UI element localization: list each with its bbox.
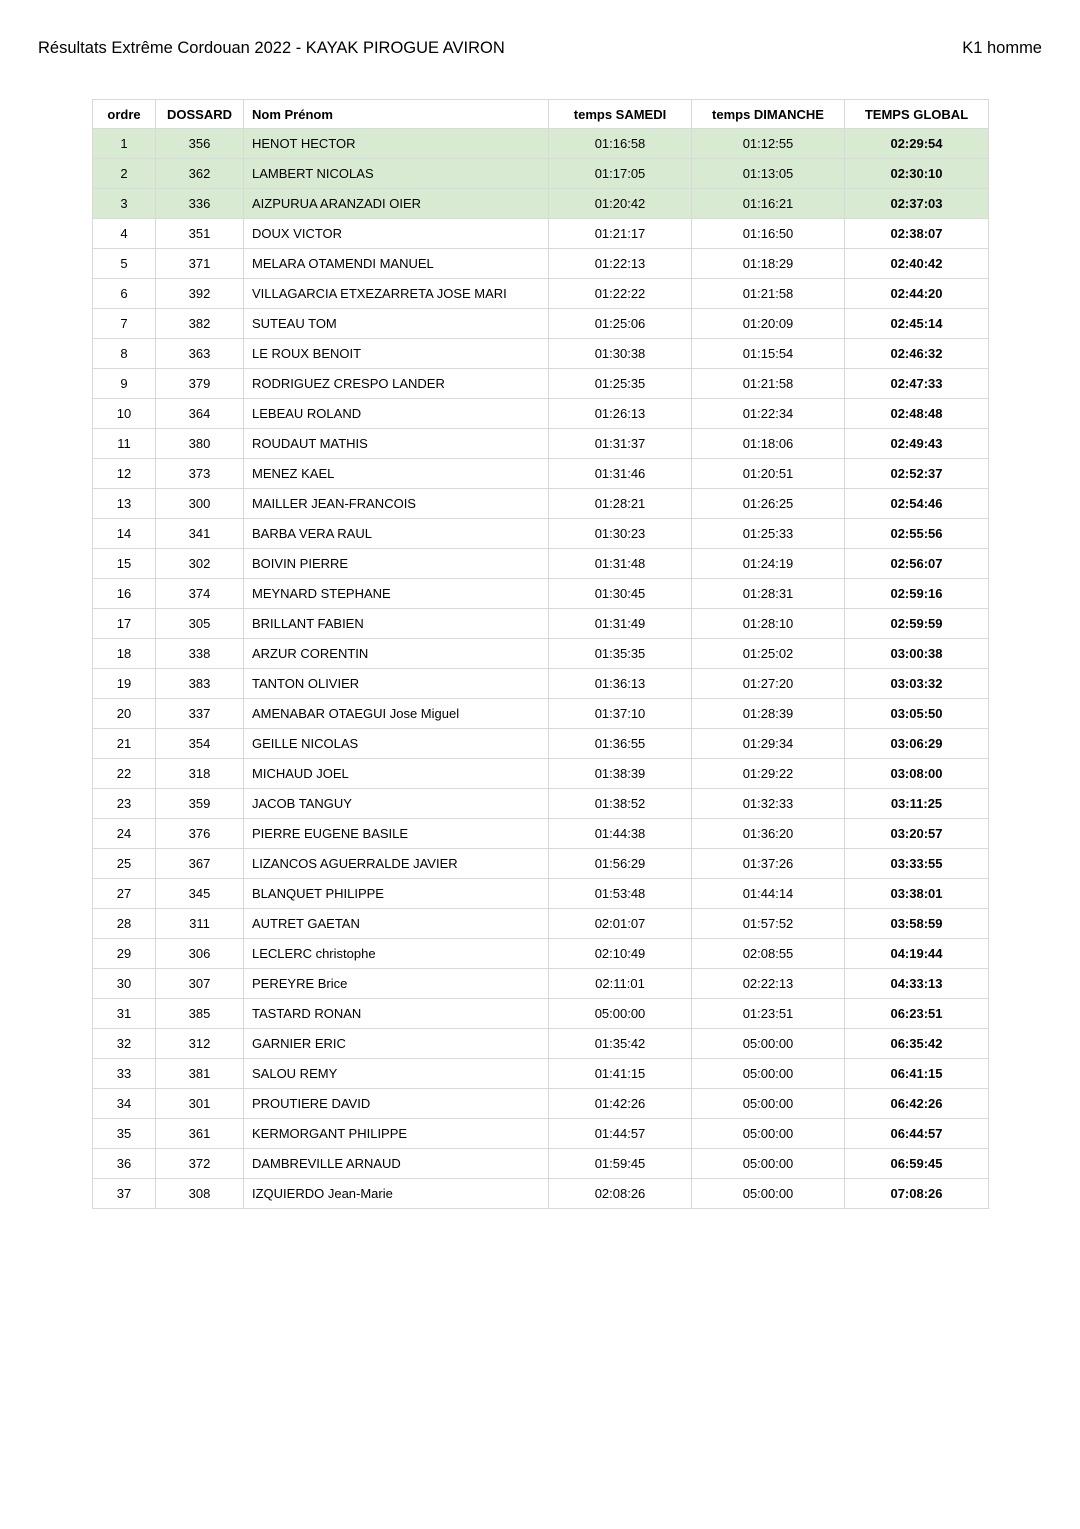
cell-nom: AUTRET GAETAN	[244, 909, 549, 939]
cell-dimanche: 01:18:29	[692, 249, 845, 279]
cell-nom: GEILLE NICOLAS	[244, 729, 549, 759]
cell-ordre: 6	[93, 279, 156, 309]
cell-ordre: 15	[93, 549, 156, 579]
table-row	[93, 399, 989, 429]
table-row	[93, 1059, 989, 1089]
cell-dimanche: 01:44:14	[692, 879, 845, 909]
table-row	[93, 1119, 989, 1149]
cell-dimanche: 01:28:10	[692, 609, 845, 639]
cell-dossard: 356	[156, 129, 244, 159]
cell-nom: DAMBREVILLE ARNAUD	[244, 1149, 549, 1179]
table-row	[93, 489, 989, 519]
cell-nom: SALOU REMY	[244, 1059, 549, 1089]
cell-samedi: 01:59:45	[549, 1149, 692, 1179]
cell-dossard: 359	[156, 789, 244, 819]
cell-global: 02:47:33	[845, 369, 989, 399]
cell-dossard: 383	[156, 669, 244, 699]
cell-nom: HENOT HECTOR	[244, 129, 549, 159]
cell-global: 02:45:14	[845, 309, 989, 339]
cell-samedi: 01:35:35	[549, 639, 692, 669]
cell-ordre: 17	[93, 609, 156, 639]
cell-dimanche: 01:36:20	[692, 819, 845, 849]
table-row	[93, 1179, 989, 1209]
cell-global: 03:20:57	[845, 819, 989, 849]
cell-dimanche: 01:20:51	[692, 459, 845, 489]
table-row	[93, 549, 989, 579]
cell-dimanche: 02:22:13	[692, 969, 845, 999]
cell-ordre: 11	[93, 429, 156, 459]
cell-ordre: 37	[93, 1179, 156, 1209]
cell-ordre: 35	[93, 1119, 156, 1149]
cell-dossard: 372	[156, 1149, 244, 1179]
cell-dossard: 308	[156, 1179, 244, 1209]
cell-dimanche: 01:57:52	[692, 909, 845, 939]
cell-dossard: 311	[156, 909, 244, 939]
table-row	[93, 219, 989, 249]
cell-dimanche: 01:18:06	[692, 429, 845, 459]
cell-samedi: 01:28:21	[549, 489, 692, 519]
table-row	[93, 759, 989, 789]
table-row	[93, 579, 989, 609]
cell-samedi: 01:31:37	[549, 429, 692, 459]
table-row	[93, 459, 989, 489]
cell-global: 02:29:54	[845, 129, 989, 159]
cell-samedi: 01:30:23	[549, 519, 692, 549]
column-header-dossard: DOSSARD	[156, 100, 244, 129]
cell-nom: TASTARD RONAN	[244, 999, 549, 1029]
cell-samedi: 05:00:00	[549, 999, 692, 1029]
cell-dossard: 361	[156, 1119, 244, 1149]
cell-samedi: 01:36:13	[549, 669, 692, 699]
cell-ordre: 25	[93, 849, 156, 879]
cell-global: 02:46:32	[845, 339, 989, 369]
table-row	[93, 249, 989, 279]
cell-dimanche: 05:00:00	[692, 1029, 845, 1059]
table-row	[93, 939, 989, 969]
cell-samedi: 01:38:39	[549, 759, 692, 789]
cell-dimanche: 01:26:25	[692, 489, 845, 519]
cell-global: 06:41:15	[845, 1059, 989, 1089]
cell-ordre: 31	[93, 999, 156, 1029]
cell-samedi: 01:35:42	[549, 1029, 692, 1059]
cell-dossard: 379	[156, 369, 244, 399]
table-row	[93, 1089, 989, 1119]
cell-global: 02:52:37	[845, 459, 989, 489]
table-row	[93, 819, 989, 849]
header-bar	[38, 40, 1042, 57]
table-row	[93, 879, 989, 909]
cell-ordre: 3	[93, 189, 156, 219]
cell-dossard: 385	[156, 999, 244, 1029]
cell-dossard: 338	[156, 639, 244, 669]
cell-dossard: 392	[156, 279, 244, 309]
table-row	[93, 999, 989, 1029]
cell-nom: AIZPURUA ARANZADI OIER	[244, 189, 549, 219]
cell-dossard: 301	[156, 1089, 244, 1119]
table-row	[93, 129, 989, 159]
column-header-samedi: temps SAMEDI	[549, 100, 692, 129]
table-row	[93, 849, 989, 879]
cell-nom: IZQUIERDO Jean-Marie	[244, 1179, 549, 1209]
cell-dossard: 380	[156, 429, 244, 459]
table-row	[93, 519, 989, 549]
cell-ordre: 5	[93, 249, 156, 279]
cell-ordre: 23	[93, 789, 156, 819]
cell-global: 02:40:42	[845, 249, 989, 279]
cell-samedi: 01:31:46	[549, 459, 692, 489]
cell-nom: BARBA VERA RAUL	[244, 519, 549, 549]
cell-samedi: 01:53:48	[549, 879, 692, 909]
cell-nom: PIERRE EUGENE BASILE	[244, 819, 549, 849]
cell-dossard: 337	[156, 699, 244, 729]
cell-nom: BOIVIN PIERRE	[244, 549, 549, 579]
cell-nom: VILLAGARCIA ETXEZARRETA JOSE MARI	[244, 279, 549, 309]
cell-samedi: 02:08:26	[549, 1179, 692, 1209]
cell-global: 06:35:42	[845, 1029, 989, 1059]
cell-nom: BLANQUET PHILIPPE	[244, 879, 549, 909]
table-row	[93, 669, 989, 699]
column-header-ordre: ordre	[93, 100, 156, 129]
cell-samedi: 01:30:45	[549, 579, 692, 609]
cell-dimanche: 01:27:20	[692, 669, 845, 699]
cell-dossard: 364	[156, 399, 244, 429]
cell-samedi: 02:10:49	[549, 939, 692, 969]
cell-global: 03:58:59	[845, 909, 989, 939]
cell-global: 02:55:56	[845, 519, 989, 549]
table-row	[93, 1149, 989, 1179]
cell-global: 02:59:16	[845, 579, 989, 609]
table-row	[93, 609, 989, 639]
cell-ordre: 24	[93, 819, 156, 849]
cell-nom: PEREYRE Brice	[244, 969, 549, 999]
cell-global: 06:59:45	[845, 1149, 989, 1179]
table-row	[93, 369, 989, 399]
cell-nom: ROUDAUT MATHIS	[244, 429, 549, 459]
cell-dossard: 362	[156, 159, 244, 189]
cell-dimanche: 01:16:21	[692, 189, 845, 219]
cell-global: 03:00:38	[845, 639, 989, 669]
cell-dimanche: 01:25:33	[692, 519, 845, 549]
table-row	[93, 639, 989, 669]
cell-dossard: 351	[156, 219, 244, 249]
column-header-dimanche: temps DIMANCHE	[692, 100, 845, 129]
cell-dimanche: 01:12:55	[692, 129, 845, 159]
cell-ordre: 32	[93, 1029, 156, 1059]
cell-global: 06:44:57	[845, 1119, 989, 1149]
cell-global: 03:06:29	[845, 729, 989, 759]
cell-samedi: 01:25:35	[549, 369, 692, 399]
cell-dossard: 305	[156, 609, 244, 639]
cell-dimanche: 01:20:09	[692, 309, 845, 339]
cell-samedi: 01:44:57	[549, 1119, 692, 1149]
cell-ordre: 2	[93, 159, 156, 189]
cell-dossard: 363	[156, 339, 244, 369]
cell-dimanche: 01:25:02	[692, 639, 845, 669]
cell-samedi: 01:41:15	[549, 1059, 692, 1089]
cell-ordre: 12	[93, 459, 156, 489]
cell-global: 02:49:43	[845, 429, 989, 459]
cell-ordre: 4	[93, 219, 156, 249]
cell-dimanche: 01:15:54	[692, 339, 845, 369]
cell-ordre: 30	[93, 969, 156, 999]
cell-dimanche: 01:21:58	[692, 369, 845, 399]
cell-samedi: 02:11:01	[549, 969, 692, 999]
cell-ordre: 22	[93, 759, 156, 789]
cell-global: 06:23:51	[845, 999, 989, 1029]
cell-global: 02:56:07	[845, 549, 989, 579]
cell-samedi: 01:16:58	[549, 129, 692, 159]
cell-nom: MEYNARD STEPHANE	[244, 579, 549, 609]
cell-global: 04:19:44	[845, 939, 989, 969]
cell-dimanche: 01:13:05	[692, 159, 845, 189]
cell-dimanche: 01:22:34	[692, 399, 845, 429]
cell-ordre: 7	[93, 309, 156, 339]
cell-global: 02:44:20	[845, 279, 989, 309]
cell-dossard: 373	[156, 459, 244, 489]
cell-nom: JACOB TANGUY	[244, 789, 549, 819]
cell-global: 02:54:46	[845, 489, 989, 519]
table-row	[93, 339, 989, 369]
table-row	[93, 279, 989, 309]
cell-ordre: 34	[93, 1089, 156, 1119]
cell-ordre: 13	[93, 489, 156, 519]
cell-ordre: 18	[93, 639, 156, 669]
cell-nom: AMENABAR OTAEGUI Jose Miguel	[244, 699, 549, 729]
page-title: Résultats Extrême Cordouan 2022 - KAYAK PIROGUE AVIRON	[38, 39, 505, 57]
cell-samedi: 01:37:10	[549, 699, 692, 729]
table-header-row	[93, 100, 989, 129]
cell-nom: SUTEAU TOM	[244, 309, 549, 339]
cell-global: 06:42:26	[845, 1089, 989, 1119]
cell-nom: MAILLER JEAN-FRANCOIS	[244, 489, 549, 519]
table-row	[93, 699, 989, 729]
cell-samedi: 01:38:52	[549, 789, 692, 819]
cell-nom: MENEZ KAEL	[244, 459, 549, 489]
cell-dossard: 336	[156, 189, 244, 219]
cell-global: 02:30:10	[845, 159, 989, 189]
cell-global: 02:48:48	[845, 399, 989, 429]
cell-dossard: 306	[156, 939, 244, 969]
cell-dossard: 371	[156, 249, 244, 279]
cell-samedi: 01:21:17	[549, 219, 692, 249]
cell-dossard: 318	[156, 759, 244, 789]
cell-nom: LEBEAU ROLAND	[244, 399, 549, 429]
cell-dimanche: 05:00:00	[692, 1179, 845, 1209]
cell-nom: LAMBERT NICOLAS	[244, 159, 549, 189]
cell-samedi: 02:01:07	[549, 909, 692, 939]
cell-dimanche: 01:29:22	[692, 759, 845, 789]
cell-dossard: 307	[156, 969, 244, 999]
cell-samedi: 01:22:22	[549, 279, 692, 309]
cell-dimanche: 01:32:33	[692, 789, 845, 819]
cell-samedi: 01:17:05	[549, 159, 692, 189]
cell-nom: MICHAUD JOEL	[244, 759, 549, 789]
cell-ordre: 10	[93, 399, 156, 429]
cell-nom: ARZUR CORENTIN	[244, 639, 549, 669]
cell-dossard: 312	[156, 1029, 244, 1059]
table-row	[93, 309, 989, 339]
cell-global: 03:33:55	[845, 849, 989, 879]
cell-global: 03:11:25	[845, 789, 989, 819]
cell-ordre: 14	[93, 519, 156, 549]
cell-dossard: 302	[156, 549, 244, 579]
cell-dimanche: 05:00:00	[692, 1089, 845, 1119]
cell-nom: LIZANCOS AGUERRALDE JAVIER	[244, 849, 549, 879]
table-row	[93, 969, 989, 999]
column-header-global: TEMPS GLOBAL	[845, 100, 989, 129]
cell-dimanche: 02:08:55	[692, 939, 845, 969]
cell-nom: MELARA OTAMENDI MANUEL	[244, 249, 549, 279]
cell-samedi: 01:30:38	[549, 339, 692, 369]
cell-nom: LE ROUX BENOIT	[244, 339, 549, 369]
cell-ordre: 33	[93, 1059, 156, 1089]
cell-ordre: 21	[93, 729, 156, 759]
cell-dossard: 381	[156, 1059, 244, 1089]
cell-samedi: 01:26:13	[549, 399, 692, 429]
cell-global: 07:08:26	[845, 1179, 989, 1209]
cell-global: 02:59:59	[845, 609, 989, 639]
table-row	[93, 159, 989, 189]
cell-samedi: 01:44:38	[549, 819, 692, 849]
cell-dossard: 300	[156, 489, 244, 519]
cell-nom: GARNIER ERIC	[244, 1029, 549, 1059]
cell-dossard: 382	[156, 309, 244, 339]
cell-ordre: 1	[93, 129, 156, 159]
cell-global: 03:03:32	[845, 669, 989, 699]
cell-ordre: 28	[93, 909, 156, 939]
cell-global: 03:08:00	[845, 759, 989, 789]
cell-nom: TANTON OLIVIER	[244, 669, 549, 699]
cell-global: 03:38:01	[845, 879, 989, 909]
cell-dimanche: 01:28:31	[692, 579, 845, 609]
cell-dossard: 374	[156, 579, 244, 609]
cell-ordre: 20	[93, 699, 156, 729]
cell-dimanche: 05:00:00	[692, 1059, 845, 1089]
cell-samedi: 01:42:26	[549, 1089, 692, 1119]
cell-dossard: 354	[156, 729, 244, 759]
cell-samedi: 01:22:13	[549, 249, 692, 279]
cell-samedi: 01:31:48	[549, 549, 692, 579]
cell-ordre: 27	[93, 879, 156, 909]
cell-dimanche: 05:00:00	[692, 1149, 845, 1179]
cell-dimanche: 01:23:51	[692, 999, 845, 1029]
cell-ordre: 16	[93, 579, 156, 609]
cell-samedi: 01:25:06	[549, 309, 692, 339]
cell-samedi: 01:36:55	[549, 729, 692, 759]
table-row	[93, 729, 989, 759]
cell-samedi: 01:56:29	[549, 849, 692, 879]
cell-dimanche: 01:29:34	[692, 729, 845, 759]
column-header-nom: Nom Prénom	[244, 100, 549, 129]
cell-global: 02:37:03	[845, 189, 989, 219]
cell-dimanche: 01:16:50	[692, 219, 845, 249]
cell-dossard: 376	[156, 819, 244, 849]
table-row	[93, 429, 989, 459]
category-label: K1 homme	[962, 39, 1042, 57]
cell-nom: RODRIGUEZ CRESPO LANDER	[244, 369, 549, 399]
cell-global: 03:05:50	[845, 699, 989, 729]
cell-dossard: 367	[156, 849, 244, 879]
cell-ordre: 19	[93, 669, 156, 699]
cell-dimanche: 01:21:58	[692, 279, 845, 309]
cell-nom: LECLERC christophe	[244, 939, 549, 969]
cell-global: 02:38:07	[845, 219, 989, 249]
cell-nom: KERMORGANT PHILIPPE	[244, 1119, 549, 1149]
table-row	[93, 789, 989, 819]
cell-ordre: 8	[93, 339, 156, 369]
cell-ordre: 9	[93, 369, 156, 399]
cell-nom: PROUTIERE DAVID	[244, 1089, 549, 1119]
cell-ordre: 29	[93, 939, 156, 969]
cell-dossard: 341	[156, 519, 244, 549]
cell-ordre: 36	[93, 1149, 156, 1179]
cell-samedi: 01:31:49	[549, 609, 692, 639]
cell-dossard: 345	[156, 879, 244, 909]
cell-dimanche: 01:37:26	[692, 849, 845, 879]
cell-dimanche: 05:00:00	[692, 1119, 845, 1149]
table-row	[93, 189, 989, 219]
results-table	[92, 99, 989, 1209]
cell-samedi: 01:20:42	[549, 189, 692, 219]
cell-global: 04:33:13	[845, 969, 989, 999]
cell-nom: BRILLANT FABIEN	[244, 609, 549, 639]
table-row	[93, 1029, 989, 1059]
cell-nom: DOUX VICTOR	[244, 219, 549, 249]
cell-dimanche: 01:28:39	[692, 699, 845, 729]
cell-dimanche: 01:24:19	[692, 549, 845, 579]
table-row	[93, 909, 989, 939]
